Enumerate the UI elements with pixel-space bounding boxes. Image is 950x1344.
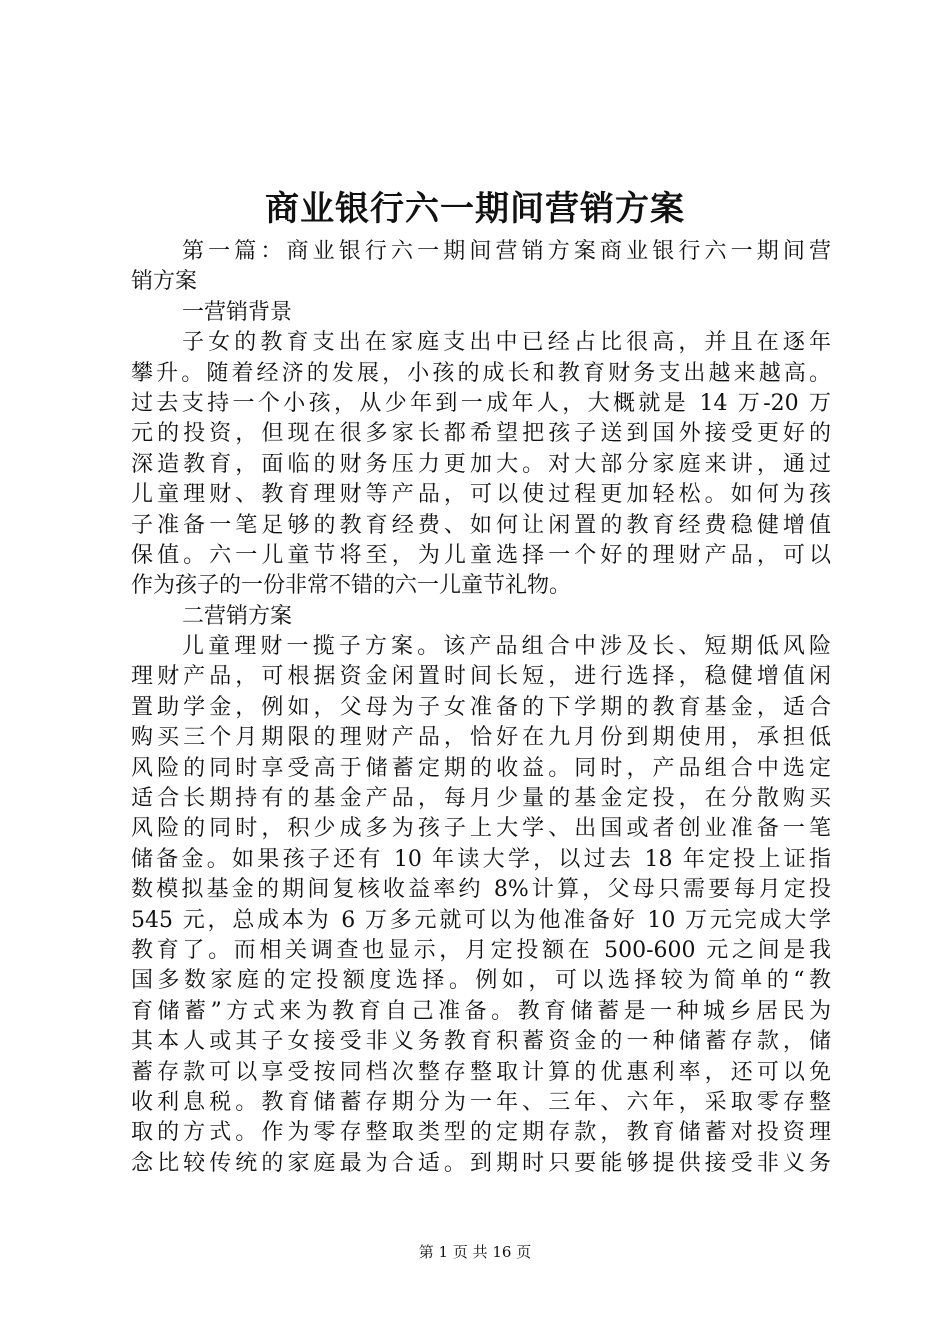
body-line: 元的投资，但现在很多家长都希望把孩子送到国外接受更好的 [131,421,831,447]
body-line: 念比较传统的家庭最为合适。到期时只要能够提供接受非义务 [131,1150,831,1176]
body-line: 育储蓄”方式来为教育自己准备。教育储蓄是一种城乡居民为 [131,998,831,1024]
body-line: 理财产品，可根据资金闲置时间长短，进行选择，稳健增值闲 [131,664,831,690]
body-line: 子准备一笔足够的教育经费、如何让闲置的教育经费稳健增值 [131,512,831,538]
body-line: 其本人或其子女接受非义务教育积蓄资金的一种储蓄存款，储 [131,1029,831,1055]
document-body [131,237,831,1179]
page-footer: 第 1 页 共 16 页 [418,1243,532,1261]
body-line: 风险的同时，积少成多为孩子上大学、出国或者创业准备一笔 [131,816,831,842]
body-line: 保值。六一儿童节将至，为儿童选择一个好的理财产品，可以 [131,542,831,568]
body-line: 儿童理财、教育理财等产品，可以使过程更加轻松。如何为孩 [131,482,831,508]
body-line: 过去支持一个小孩，从少年到一成年人，大概就是 14 万-20 万 [131,390,831,416]
body-line: 收利息税。教育储蓄存期分为一年、三年、六年，采取零存整 [131,1089,831,1115]
body-line: 置助学金，例如，父母为子女准备的下学期的教育基金，适合 [131,694,831,720]
body-line: 作为孩子的一份非常不错的六一儿童节礼物。 [131,573,572,599]
body-line: 购买三个月期限的理财产品，恰好在九月份到期使用，承担低 [131,725,831,751]
body-line: 数模拟基金的期间复核收益率约 8%计算，父母只需要每月定投 [131,877,831,903]
body-line: 545 元，总成本为 6 万多元就可以为他准备好 10 万元完成大学 [131,907,831,933]
body-line: 一营销背景 [182,299,293,325]
body-line: 蓄存款可以享受按同档次整存整取计算的优惠利率，还可以免 [131,1059,831,1085]
body-line: 适合长期持有的基金产品，每月少量的基金定投，在分散购买 [131,786,831,812]
body-line: 子女的教育支出在家庭支出中已经占比很高，并且在逐年 [182,330,831,356]
body-line: 取的方式。作为零存整取类型的定期存款，教育储蓄对投资理 [131,1120,831,1146]
body-line: 深造教育，面临的财务压力更加大。对大部分家庭来讲，通过 [131,451,831,477]
body-line: 储备金。如果孩子还有 10 年读大学，以过去 18 年定投上证指 [131,846,831,872]
body-line: 攀升。随着经济的发展，小孩的成长和教育财务支出越来越高。 [131,360,831,386]
body-line: 二营销方案 [182,603,293,629]
body-line: 儿童理财一揽子方案。该产品组合中涉及长、短期低风险 [182,634,831,660]
body-line: 销方案 [131,269,198,295]
body-line: 国多数家庭的定投额度选择。例如，可以选择较为简单的“教 [131,968,831,994]
body-line: 第一篇：商业银行六一期间营销方案商业银行六一期间营 [182,239,831,264]
body-line: 教育了。而相关调查也显示，月定投额在 500-600 元之间是我 [131,937,831,963]
body-line: 风险的同时享受高于储蓄定期的收益。同时，产品组合中选定 [131,755,831,781]
document-title: 商业银行六一期间营销方案 [265,189,685,229]
